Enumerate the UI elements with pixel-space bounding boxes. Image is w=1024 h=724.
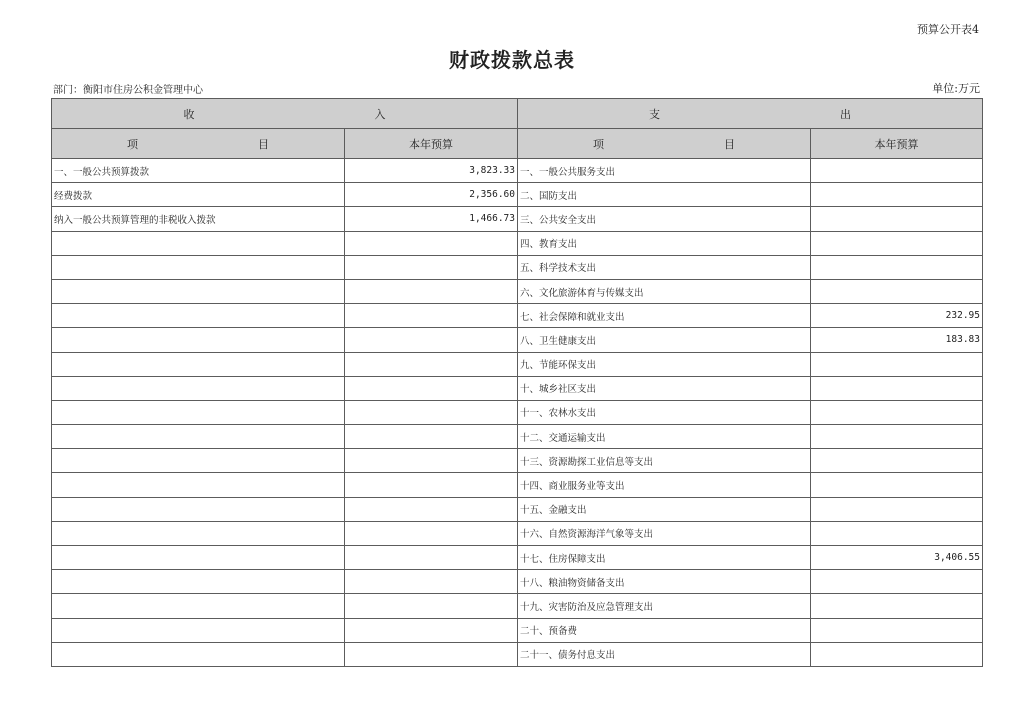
table-row — [52, 473, 983, 497]
expense-budget-cell — [811, 497, 983, 521]
expense-item-cell: 十三、资源勘探工业信息等支出 — [518, 449, 811, 473]
income-item-cell — [52, 497, 345, 521]
table-row — [52, 376, 983, 400]
income-item-cell — [52, 255, 345, 279]
budget-table — [51, 98, 983, 667]
expense-item-cell: 十二、交通运输支出 — [518, 425, 811, 449]
department-label: 部门：衡阳市住房公积金管理中心 — [53, 85, 203, 96]
expense-item-cell: 十九、灾害防治及应急管理支出 — [518, 594, 811, 618]
table-row — [52, 618, 983, 642]
income-item-cell: 纳入一般公共预算管理的非税收入拨款 — [52, 207, 345, 231]
expense-item-cell: 九、节能环保支出 — [518, 352, 811, 376]
income-budget-cell — [345, 279, 518, 303]
expense-item-cell: 二十一、债务付息支出 — [518, 642, 811, 666]
group-header-row — [52, 99, 983, 129]
income-budget-cell — [345, 546, 518, 570]
income-item-cell — [52, 449, 345, 473]
table-row — [52, 304, 983, 328]
income-item-cell — [52, 473, 345, 497]
column-header-row — [52, 129, 983, 159]
form-code: 预算公开表4 — [917, 23, 979, 36]
expense-item-cell: 八、卫生健康支出 — [518, 328, 811, 352]
table-row — [52, 207, 983, 231]
income-group-header: 收 入 — [52, 99, 518, 129]
income-item-cell: 一、一般公共预算拨款 — [52, 159, 345, 183]
table-row — [52, 546, 983, 570]
income-item-cell — [52, 570, 345, 594]
income-budget-cell — [345, 231, 518, 255]
table-row — [52, 497, 983, 521]
expense-budget-cell — [811, 352, 983, 376]
expense-budget-cell — [811, 279, 983, 303]
income-budget-header: 本年预算 — [345, 129, 518, 159]
expense-item-cell: 一、一般公共服务支出 — [518, 159, 811, 183]
expense-budget-cell — [811, 255, 983, 279]
table-row — [52, 594, 983, 618]
table-row — [52, 279, 983, 303]
income-budget-cell — [345, 497, 518, 521]
expense-budget-cell: 183.83 — [811, 328, 983, 352]
income-budget-cell — [345, 594, 518, 618]
income-item-cell — [52, 400, 345, 424]
income-budget-cell — [345, 304, 518, 328]
expense-item-cell: 十七、住房保障支出 — [518, 546, 811, 570]
expense-item-cell: 十四、商业服务业等支出 — [518, 473, 811, 497]
expense-item-cell: 十六、自然资源海洋气象等支出 — [518, 521, 811, 545]
income-budget-cell — [345, 352, 518, 376]
table-row — [52, 449, 983, 473]
income-item-cell — [52, 352, 345, 376]
expense-budget-cell — [811, 594, 983, 618]
income-budget-cell — [345, 328, 518, 352]
expense-budget-cell — [811, 159, 983, 183]
income-item-cell: 经费拨款 — [52, 183, 345, 207]
table-row — [52, 521, 983, 545]
expense-budget-cell — [811, 231, 983, 255]
table-row — [52, 570, 983, 594]
expense-item-cell: 十八、粮油物资储备支出 — [518, 570, 811, 594]
income-budget-cell — [345, 255, 518, 279]
income-budget-cell — [345, 400, 518, 424]
income-item-header: 项 目 — [52, 129, 345, 159]
expense-budget-cell — [811, 376, 983, 400]
expense-item-cell: 十、城乡社区支出 — [518, 376, 811, 400]
table-row — [52, 425, 983, 449]
expense-budget-cell — [811, 521, 983, 545]
table-row — [52, 255, 983, 279]
expense-item-cell: 六、文化旅游体育与传媒支出 — [518, 279, 811, 303]
expense-budget-cell — [811, 449, 983, 473]
expense-item-cell: 三、公共安全支出 — [518, 207, 811, 231]
expense-item-cell: 七、社会保障和就业支出 — [518, 304, 811, 328]
income-budget-cell — [345, 618, 518, 642]
income-item-cell — [52, 521, 345, 545]
income-budget-cell: 2,356.60 — [345, 183, 518, 207]
table-row — [52, 231, 983, 255]
table-row — [52, 159, 983, 183]
expense-group-header: 支 出 — [518, 99, 983, 129]
income-item-cell — [52, 642, 345, 666]
expense-budget-cell: 3,406.55 — [811, 546, 983, 570]
income-budget-cell — [345, 449, 518, 473]
expense-item-cell: 十一、农林水支出 — [518, 400, 811, 424]
expense-budget-cell — [811, 642, 983, 666]
expense-budget-cell — [811, 473, 983, 497]
expense-budget-cell — [811, 425, 983, 449]
income-budget-cell — [345, 521, 518, 545]
income-item-cell — [52, 279, 345, 303]
income-budget-cell — [345, 425, 518, 449]
table-row — [52, 352, 983, 376]
income-item-cell — [52, 304, 345, 328]
income-budget-cell — [345, 376, 518, 400]
expense-item-cell: 十五、金融支出 — [518, 497, 811, 521]
expense-item-header: 项 目 — [518, 129, 811, 159]
income-item-cell — [52, 425, 345, 449]
income-item-cell — [52, 546, 345, 570]
income-budget-cell — [345, 642, 518, 666]
expense-item-cell: 四、教育支出 — [518, 231, 811, 255]
income-budget-cell: 3,823.33 — [345, 159, 518, 183]
expense-item-cell: 二十、预备费 — [518, 618, 811, 642]
table-row — [52, 328, 983, 352]
income-item-cell — [52, 594, 345, 618]
expense-budget-header: 本年预算 — [811, 129, 983, 159]
expense-budget-cell — [811, 207, 983, 231]
page-title: 财政拨款总表 — [449, 48, 575, 72]
income-budget-cell — [345, 570, 518, 594]
income-budget-cell: 1,466.73 — [345, 207, 518, 231]
income-item-cell — [52, 618, 345, 642]
expense-budget-cell — [811, 570, 983, 594]
expense-budget-cell — [811, 400, 983, 424]
table-row — [52, 400, 983, 424]
expense-budget-cell: 232.95 — [811, 304, 983, 328]
expense-item-cell: 二、国防支出 — [518, 183, 811, 207]
expense-item-cell: 五、科学技术支出 — [518, 255, 811, 279]
unit-label: 单位:万元 — [932, 82, 980, 95]
income-item-cell — [52, 231, 345, 255]
expense-budget-cell — [811, 618, 983, 642]
table-row — [52, 642, 983, 666]
table-row — [52, 183, 983, 207]
income-item-cell — [52, 328, 345, 352]
expense-budget-cell — [811, 183, 983, 207]
income-item-cell — [52, 376, 345, 400]
income-budget-cell — [345, 473, 518, 497]
